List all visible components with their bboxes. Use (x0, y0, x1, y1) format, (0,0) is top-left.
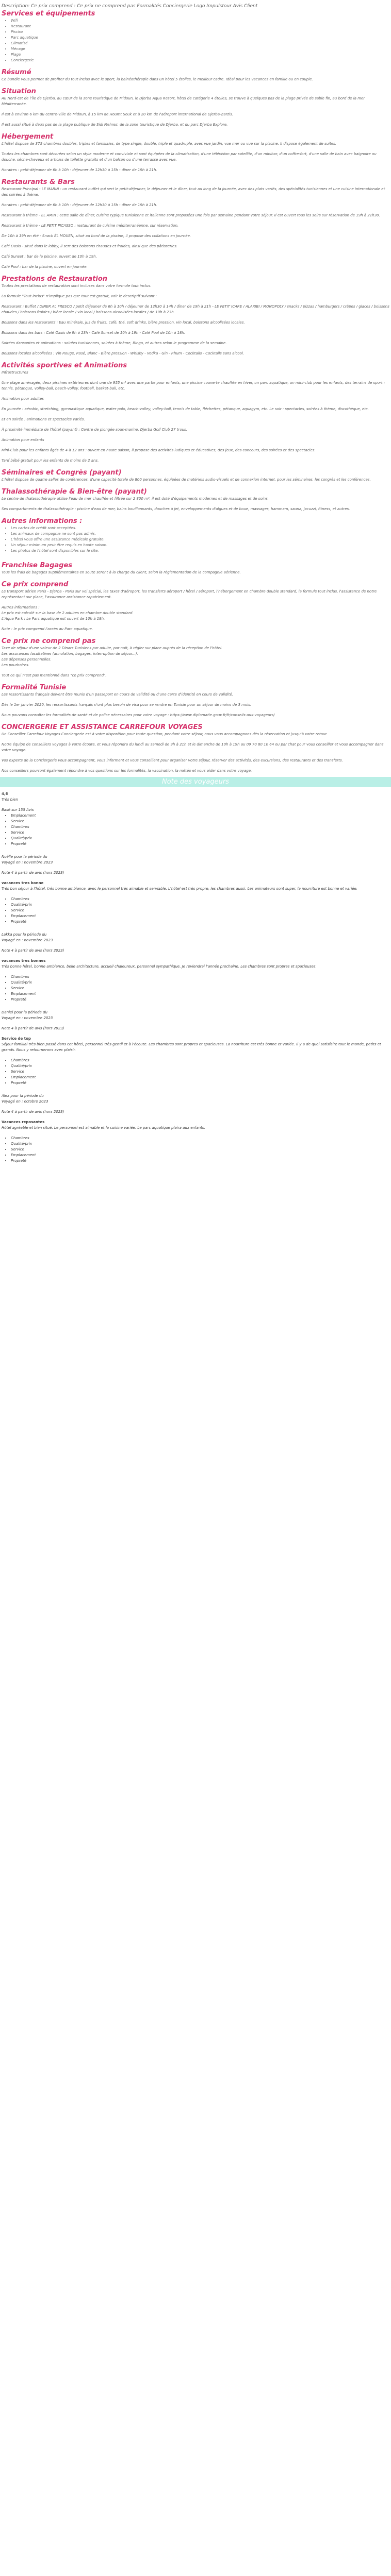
services-item: • Ménage (11, 46, 391, 52)
activites-title: Activités sportives et Animations (2, 362, 127, 369)
prestations-text: Restaurant : Buffet / DINER AL FRESCO / petit déjeuner de 6h à 10h / déjeuner de 12h30 à 14h / dîner de 19h à 21h - LE PETIT ICARE / ALARIBI / MONOPOLY / snacks / pizzas / hamburgers / crêpes / glaces / boissons chaudes / boissons froides / bière locale / vin local / boissons alcoolisées locales / de 10h à 23h. (2, 304, 389, 314)
comprend-text: L'Aqua Park : Le Parc aquatique est ouvert de 10h à 18h. (2, 617, 105, 621)
criterion: • Qualité/prix (11, 836, 391, 841)
necomprend-text: Tout ce qui n'est pas mentionné dans "ce prix comprend". (2, 673, 107, 677)
review-card (0, 932, 391, 1010)
formalite-text: Les ressortissants français doivent être munis d'un passeport en cours de validité ou d'une carte d'identité en cours de validité. (2, 692, 233, 697)
situation-title: Situation (2, 88, 36, 95)
conciergerie-title: CONCIERGERIE ET ASSISTANCE CARREFOUR VOYAGES (2, 723, 203, 731)
comprend-text: Le transport aérien Paris - Djerba - Paris sur vol spécial, les taxes d'aéroport, les transferts aéroport / hôtel / aéroport, l'hébergement en chambre double standard, la formule tout inclus, l'assistance de notre représentant sur place, l'assurance assistance rapatriement. (2, 589, 377, 599)
criterion: • Emplacement (11, 1075, 391, 1080)
review-criteria (0, 813, 391, 847)
criterion: • Propreté (11, 1158, 391, 1164)
necomprend-text: Les assurances facultatives (annulation, bagages, interruption de séjour...). (2, 652, 138, 656)
criterion: • Chambres (11, 896, 391, 902)
review-criteria (0, 1058, 391, 1086)
review-rating: Note 4 à partir de avis (hors 2023) (2, 871, 64, 875)
activites-text: Tarif bébé gratuit pour les enfants de moins de 2 ans. (2, 459, 99, 463)
review-card (0, 1010, 391, 1093)
thalasso-text: Ses compartiments de thalassothérapie : piscine d'eau de mer, bains bouillonnants, douches à jet, enveloppements d'algues et de boue, massages, hammam, sauna, jacuzzi, fitness, et autres. (2, 507, 350, 511)
criterion: • Propreté (11, 919, 391, 925)
review-date: Voyagé en : novembre 2023 (2, 1016, 53, 1020)
review-text: Hôtel agréable et bien situé. Le personnel est aimable et la cuisine variée. Le parc aquatique plaira aux enfants. (2, 1126, 205, 1130)
criterion: • Qualité/prix (11, 1063, 391, 1069)
restauration-text: Café Pool : bar de la piscine, ouvert en journée. (2, 265, 88, 269)
conciergerie-text: Vos experts de la Conciergerie vous accompagnent, vous informent et vous conseillent pour organiser votre séjour, réserver des activités, des excursions, des restaurants et des transferts. (2, 758, 343, 762)
criterion: • Emplacement (11, 913, 391, 919)
prestations-text: La formule "Tout inclus" n'implique pas que tout est gratuit, voir le descriptif suivant : (2, 294, 157, 298)
review-text: Très bon séjour à l'hôtel, très bonne ambiance, avec le personnel très aimable et serviable. L'hôtel est très propre, les chambres aussi. Les animateurs sont super, la nourriture est bonne et variée. (2, 887, 357, 891)
review-rating: Note 4 à partir de avis (hors 2023) (2, 948, 64, 953)
prestations-text: Boissons dans les restaurants : Eau minérale, jus de fruits, café, thé, soft drinks, bière pression, vin local, boissons alcoolisées locales. (2, 320, 245, 325)
services-list (0, 18, 391, 63)
review-card (0, 1093, 391, 1164)
autres-item: • Les animaux de compagnie ne sont pas admis. (11, 531, 391, 537)
autres-item: • Un séjour minimum peut être requis en haute saison. (11, 543, 391, 548)
restauration-text: Restaurant à thème - LE PETIT PICASSO : restaurant de cuisine méditerranéenne, sur réservation. (2, 224, 179, 228)
services-item: • Wifi (11, 18, 391, 24)
thalasso-title: Thalassothérapie & Bien-être (payant) (2, 488, 147, 496)
hebergement-text: Toutes les chambres sont décorées selon un style moderne et conviviale et sont équipées de la climatisation, d'une télévision par satellite, d'un minibar, d'un coffre-fort, d'une salle de bain avec baignoire ou douche, sèche-cheveux et articles de toilette gratuits et d'un balcon ou d'une terrasse avec vue. (2, 152, 377, 162)
review-text: Séjour familial très bien passé dans cet hôtel, personnel très gentil et à l'écoute. Les chambres sont propres et spacieuses. La nourriture est très bonne et variée. Il y a de quoi satisfaire tout le monde, petits et grands. Nous y retournerons avec plaisir. (2, 1042, 381, 1052)
thalasso-text: Le centre de thalassothérapie utilise l'eau de mer chauffée et filtrée sur 2 800 m², il est doté d'équipements modernes et de massages et de soins. (2, 497, 269, 501)
activites-text: À proximité immédiate de l'hôtel (payant) : Centre de plongée sous-marine, Djerba Golf Club 27 trous. (2, 428, 187, 432)
services-item: • Conciergerie (11, 58, 391, 63)
review-rating: Note 4 à partir de avis (hors 2023) (2, 1110, 64, 1114)
comprend-title: Ce prix comprend (2, 581, 69, 588)
franchise-title: Franchise Bagages (2, 562, 73, 569)
review-card (0, 854, 391, 932)
criterion: • Chambres (11, 974, 391, 980)
criterion: • Chambres (11, 1058, 391, 1063)
necomprend-text: Les dépenses personnelles. (2, 657, 52, 662)
review-date: Voyagé en : novembre 2023 (2, 860, 53, 865)
review-author: Noëlle pour la période du (2, 855, 47, 859)
formalite-text: Nous pouvons consulter les formalités de santé et de police nécessaires pour votre voyage : https://www.diplomatie.gouv.fr/fr/conseils-aux-voyageurs/ (2, 713, 275, 717)
necomprend-text: Les pourboires. (2, 663, 29, 667)
comprend-text: Autres informations : (2, 605, 40, 609)
conciergerie-text: Notre équipe de conseillers voyages à votre écoute, et vous répondra du lundi au samedi de 9h à 21h et le dimanche de 10h à 19h au 09 70 80 10 64 ou par chat pour vous conseiller et vous accompagner dans votre voyage. (2, 742, 384, 752)
hebergement-text: L'hôtel dispose de 375 chambres doubles, triples et familiales, de type single, double, triple et quadruple, avec vue jardin, vue mer ou vue sur la piscine. Il dispose également de suites. (2, 142, 337, 146)
situation-text: Au Nord-est de l'île de Djerba, au cœur de la zone touristique de Midoun, le Djerba Aqua Resort, hôtel de catégorie 4 étoiles, se trouve à quelques pas de la plage privée de sable fin, au bord de la mer Méditerranée. (2, 96, 365, 106)
situation-text: Il est aussi situé à deux pas de la plage publique de Sidi Mehrez, de la zone touristique de Djerba, et du parc Djerba Explore. (2, 123, 228, 127)
review-title: Service de top (2, 1037, 31, 1041)
reviews-section (0, 791, 391, 1164)
criterion: • Emplacement (11, 991, 391, 997)
services-item: • Piscine (11, 29, 391, 35)
seminaires-text: L'hôtel dispose de quatre salles de conférences, d'une capacité totale de 800 personnes, équipées de matériels audio-visuels et de connexion internet, pour les séminaires, les congrès et les conférences. (2, 478, 371, 482)
comprend-text: Note : le prix comprend l'accès au Parc aquatique. (2, 627, 93, 631)
restauration-text: Café Sunset : bar de la piscine, ouvert de 10h à 19h. (2, 255, 97, 259)
review-title: vacances tres bonnes (2, 959, 46, 963)
resume-text: Ce bundle vous permet de profiter du tout inclus avec le sport, la balnéothérapie dans un hôtel 5 étoiles, le meilleur cadre. Idéal pour les vacances en famille ou en couple. (2, 77, 313, 81)
review-score-label: Très bien (2, 798, 18, 802)
criterion: • Qualité/prix (11, 1141, 391, 1147)
hebergement-title: Hébergement (2, 133, 54, 141)
autres-item: • Les photos de l'hôtel sont disponibles sur le site. (11, 548, 391, 554)
prestations-text: Toutes les prestations de restauration sont incluses dans votre formule tout inclus. (2, 284, 152, 288)
criterion: • Service (11, 819, 391, 824)
criterion: • Service (11, 1147, 391, 1153)
restauration-text: Horaires : petit-déjeuner de 6h à 10h - déjeuner de 12h30 à 15h - dîner de 19h à 21h. (2, 203, 157, 207)
activites-text: Et en soirée : animations et spectacles variés. (2, 417, 85, 421)
activites-text: En journée : aérobic, stretching, gymnastique aquatique, water polo, beach-volley, volley-ball, tennis de table, fléchettes, pétanque, aquagym, etc. Le soir : spectacles, soirées à thème, discothèque, etc. (2, 407, 369, 411)
resume-title: Résumé (2, 69, 31, 76)
services-item: • Parc aquatique (11, 35, 391, 41)
reviews-banner (0, 777, 391, 787)
criterion: • Chambres (11, 824, 391, 830)
activites-subtitle: Infrastructures (2, 370, 28, 375)
criterion: • Qualité/prix (11, 902, 391, 908)
prestations-text: Soirées dansantes et animations : soirées tunisiennes, soirées à thème, Bingo, et autres selon le programme de la semaine. (2, 341, 227, 345)
services-item: • Restaurant (11, 24, 391, 29)
criterion: • Service (11, 908, 391, 913)
activites-text: Mini-Club pour les enfants âgés de 4 à 12 ans : ouvert en haute saison, il propose des activités ludiques et éducatives, des jeux, des concours, des soirées et des spectacles. (2, 448, 316, 452)
criterion: • Propreté (11, 841, 391, 847)
formalite-title: Formalité Tunisie (2, 684, 67, 691)
review-date: Voyagé en : novembre 2023 (2, 938, 53, 942)
criterion: • Propreté (11, 1080, 391, 1086)
review-criteria (0, 896, 391, 925)
reviews-banner-title: Note des voyageurs (162, 778, 229, 786)
criterion: • Service (11, 1069, 391, 1075)
review-count: Basé sur 155 Avis (2, 808, 34, 812)
review-title: vacances tres bonne (2, 881, 44, 885)
necomprend-title: Ce prix ne comprend pas (2, 637, 96, 645)
services-item: • Climatisé (11, 41, 391, 46)
services-title: Services et équipements (2, 10, 95, 18)
review-author: Alex pour la période du (2, 1094, 44, 1098)
review-author: Daniel pour la période du (2, 1010, 47, 1014)
prestations-text: Boissons dans les bars : Café Oasis de 9h à 23h - Café Sunset de 10h à 19h - Café Pool de 10h à 18h. (2, 331, 186, 335)
criterion: • Emplacement (11, 1153, 391, 1158)
autres-list (0, 526, 391, 554)
review-criteria (0, 974, 391, 1003)
restauration-text: Restaurant Principal - LE MARIN : un restaurant buffet qui sert le petit-déjeuner, le déjeuner et le dîner, tout au long de la journée, avec des plats variés, des spécialités tunisiennes et une cuisine internationale et des soirées à thème. (2, 187, 385, 197)
hebergement-text: Horaires : petit-déjeuner de 6h à 10h - déjeuner de 12h30 à 15h - dîner de 19h à 21h. (2, 168, 157, 172)
review-criteria (0, 1136, 391, 1164)
autres-title: Autres informations : (2, 517, 83, 525)
review-date: Voyagé en : octobre 2023 (2, 1099, 48, 1104)
review-text: Très bonne hôtel, bonne ambiance, belle architecture, accueil chaleureux, personnel sympathique. Je reviendrai l'année prochaine. Les chambres sont propres et spacieuses. (2, 964, 317, 969)
restauration-text: De 10h à 19h en été - Snack ÉL MOUEN, situé au bord de la piscine, il propose des collations en journée. (2, 234, 191, 238)
criterion: • Propreté (11, 997, 391, 1003)
seminaires-title: Séminaires et Congrès (payant) (2, 469, 122, 477)
activites-text: Animation pour adultes (2, 397, 44, 401)
review-title: Vacances reposantes (2, 1120, 45, 1124)
restauration-text: Café Oasis - situé dans le lobby, il sert des boissons chaudes et froides, ainsi que des pâtisseries. (2, 244, 178, 248)
criterion: • Service (11, 830, 391, 836)
activites-text: Une plage aménagée, deux piscines extérieures dont une de 955 m² avec une partie pour enfants, une piscine couverte chauffée en hiver, un parc aquatique, un mini-club pour les enfants, des terrains de sport : tennis, pétanque, volley-ball, beach-volley, football, basket-ball, etc. (2, 381, 385, 391)
autres-item: • Les cartes de crédit sont acceptées. (11, 526, 391, 531)
conciergerie-text: Nos conseillers pourront également répondre à vos questions sur les formalités, la vaccination, la météo et vous aider dans votre voyage. (2, 769, 252, 773)
franchise-text: Tous les frais de bagages supplémentaires en soute seront à la charge du client, selon la réglementation de la compagnie aérienne. (2, 570, 241, 574)
prestations-title: Prestations de Restauration (2, 275, 108, 283)
conciergerie-text: Un Conseiller Carrefour Voyages Conciergerie est à votre disposition pour toute question, pendant votre séjour, nous vous accompagnons dès la réservation et jusqu'à votre retour. (2, 732, 328, 736)
prestations-text: Boissons locales alcoolisées : Vin Rouge, Rosé, Blanc - Bière pression - Whisky - Vodka - Gin - Rhum - Cocktails - Cocktails sans alcool. (2, 351, 245, 355)
criterion: • Qualité/prix (11, 980, 391, 986)
restauration-text: Restaurant à thème - EL AMIN : cette salle de dîner, cuisine typique tunisienne et italienne sont proposées une fois par semaine pendant votre séjour. Il est ouvert tous les soirs sur réservation de 19h à 21h30. (2, 213, 380, 217)
restauration-title: Restaurants & Bars (2, 178, 75, 186)
services-item: • Plage (11, 52, 391, 58)
necomprend-text: Taxe de séjour d'une valeur de 2 Dinars Tunisiens par adulte, par nuit, à régler sur place auprès de la réception de l'hôtel. (2, 646, 223, 650)
criterion: • Chambres (11, 1136, 391, 1141)
criterion: • Emplacement (11, 813, 391, 819)
criterion: • Service (11, 986, 391, 991)
comprend-text: Le prix est calculé sur la base de 2 adultes en chambre double standard. (2, 611, 134, 615)
review-author: Lakka pour la période du (2, 933, 47, 937)
formalite-text: Dès le 1er janvier 2020, les ressortissants français n'ont plus besoin de visa pour se rendre en Tunisie pour un séjour de moins de 3 mois. (2, 703, 252, 707)
autres-item: • L'hôtel vous offre une assistance médicale gratuite. (11, 537, 391, 543)
activites-text: Animation pour enfants (2, 438, 44, 442)
review-rating: Note 4 à partir de avis (hors 2023) (2, 1026, 64, 1030)
situation-text: Il est à environ 6 km du centre-ville de Midoun, à 15 km de Houmt Souk et à 20 km de l'aéroport international de Djerba-Zarzis. (2, 112, 234, 116)
review-score: 4,6 (2, 792, 8, 796)
description-text: Description: Ce prix comprend : Ce prix ne comprend pas Formalités Conciergerie Logo Impulstour Avis Client (2, 4, 258, 9)
